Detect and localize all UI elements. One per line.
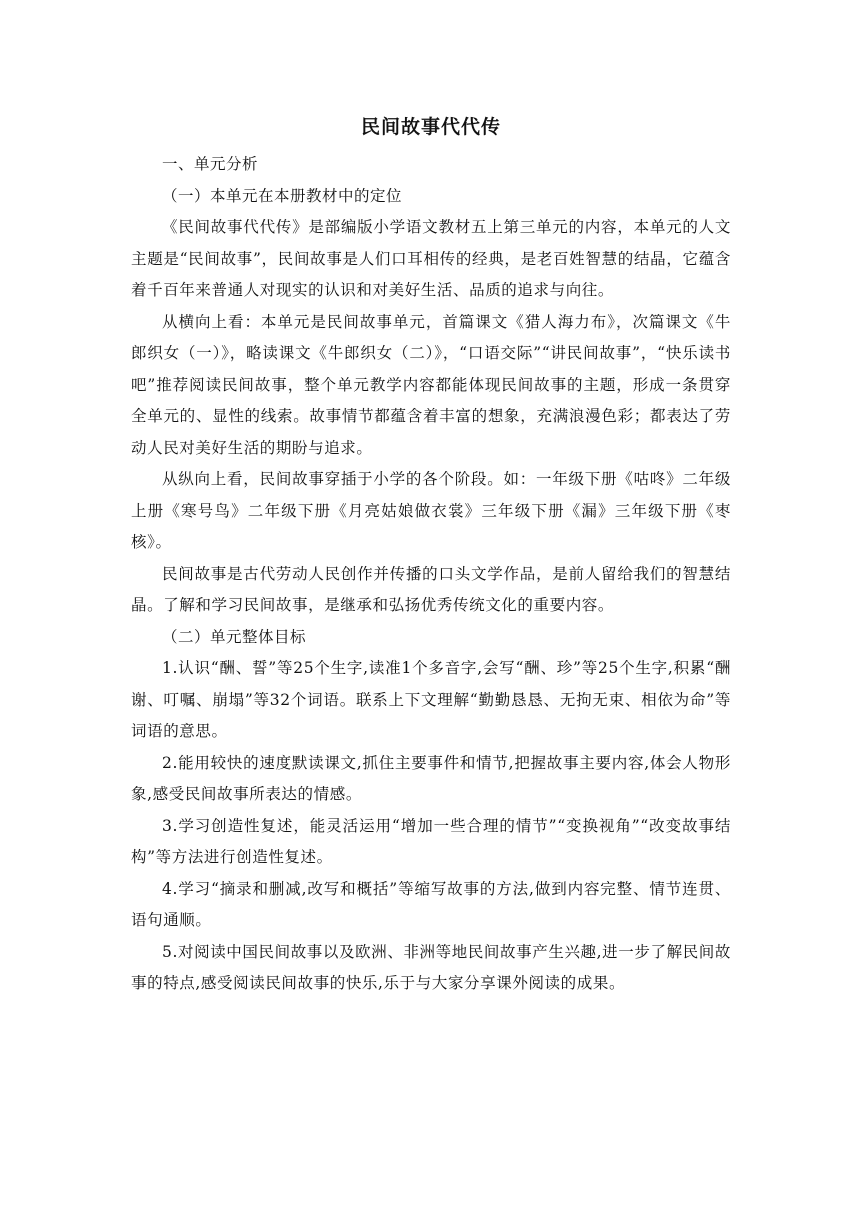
paragraph-intro: 《民间故事代代传》是部编版小学语文教材五上第三单元的内容，本单元的人文主题是“民间故事”，民间故事是人们口耳相传的经典，是老百姓智慧的结晶，它蕴含着千百年来普通人对现实的认识和对美好生活、品质的追求与向往。 (131, 218, 731, 299)
goal-item: 3.学习创造性复述，能灵活运用“增加一些合理的情节”“变换视角”“改变故事结构”等方法进行创造性复述。 (131, 816, 731, 866)
paragraph-vertical-view: 从纵向上看，民间故事穿插于小学的各个阶段。如：一年级下册《咕咚》二年级上册《寒号鸟》二年级下册《月亮姑娘做衣裳》三年级下册《漏》三年级下册《枣核》。 (131, 470, 731, 551)
goal-item: 4.学习“摘录和删减,改写和概括”等缩写故事的方法,做到内容完整、情节连贯、语句通顺。 (131, 879, 731, 929)
subsection-heading-goals: （二）单元整体目标 (162, 627, 307, 646)
paragraph-horizontal-view: 从横向上看：本单元是民间故事单元，首篇课文《猎人海力布》，次篇课文《牛郎织女（一）》，略读课文《牛郎织女（二）》，“口语交际”“讲民间故事”，“快乐读书吧”推荐阅读民间故事，整个单元教学内容都能体现民间故事的主题，形成一条贯穿全单元的、显性的线索。故事情节都蕴含着丰富的想象，充满浪漫色彩；都表达了劳动人民对美好生活的期盼与追求。 (131, 312, 731, 457)
goal-item: 2.能用较快的速度默读课文,抓住主要事件和情节,把握故事主要内容,体会人物形象,感受民间故事所表达的情感。 (131, 753, 731, 803)
goal-item: 1.认识“酬、誓”等25个生字,读准1个多音字,会写“酬、珍”等25个生字,积累“酬谢、叮嘱、崩塌”等32个词语。联系上下文理解“勤勤恳恳、无拘无束、相依为命”等词语的意思。 (131, 659, 731, 740)
document-title: 民间故事代代传 (360, 116, 501, 138)
paragraph-folk-tales: 民间故事是古代劳动人民创作并传播的口头文学作品，是前人留给我们的智慧结晶。了解和学习民间故事，是继承和弘扬优秀传统文化的重要内容。 (131, 564, 731, 614)
subsection-heading-position: （一）本单元在本册教材中的定位 (162, 186, 403, 205)
section-heading-unit-analysis: 一、单元分析 (162, 155, 259, 173)
goal-item: 5.对阅读中国民间故事以及欧洲、非洲等地民间故事产生兴趣,进一步了解民间故事的特点,感受阅读民间故事的快乐,乐于与大家分享课外阅读的成果。 (131, 942, 731, 992)
document-page (131, 112, 731, 1000)
